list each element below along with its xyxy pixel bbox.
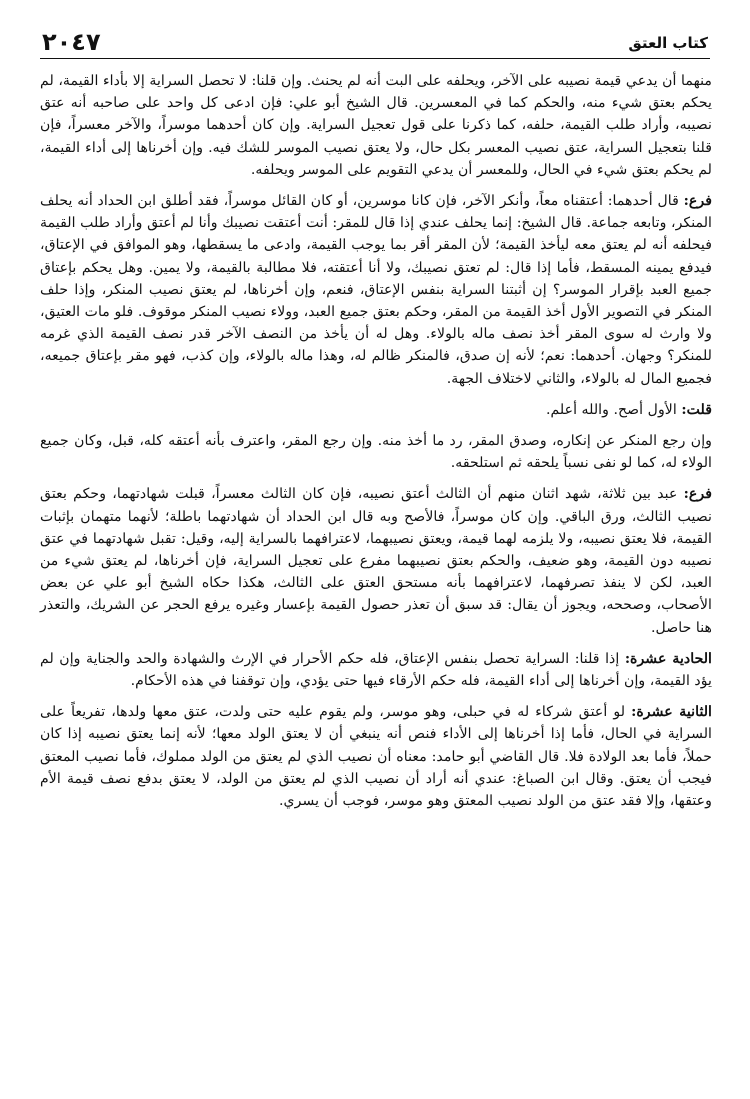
paragraph-text: منهما أن يدعي قيمة نصيبه على الآخر، ويحلفه على البت أنه لم يحنث. وإن قلنا: لا تحصل السراية إلا بأداء القيمة، لم يحكم بعتق شيء منه، والحكم كما في المعسرين. قال الشيخ أبو علي: فإن ادعى كل واحد على صاحبه أنه عتق نصيبه، وأراد طلب القيمة، حلفه، كما ذكرنا على قول تعجيل السراية. وإن كان أحدهما موسراً، والآخر معسراً، فإن قلنا بتعجيل السراية، عتق نصيب المعسر بكل حال، ولا يعتق نصيب الموسر للشك فيه. وإن أخرناها إلى أداء القيمة، لم يحكم بعتق شيء في الحال، وللمعسر أن يدعي التقويم على الموسر ويحلفه. <box>40 73 712 178</box>
paragraph-label: قلت: <box>681 401 712 418</box>
paragraph <box>40 701 712 812</box>
paragraph-label: الثانية عشرة: <box>631 704 712 721</box>
paragraph <box>40 430 712 474</box>
main-text <box>40 70 712 818</box>
paragraph-text: قال أحدهما: أعتقناه معاً، وأنكر الآخر، فإن كانا موسرين، أو كان القائل موسراً، فقد أطلق ابن الحداد أنه يحلف المنكر، وتابعه جماعة. قال الشيخ: إنما يحلف عندي إذا قال للمقر: أنت أعتقت نصيبك وأنا لم أعتق وأراد طلب القيمة فيحلفه أنه لم يعتق معه ليأخذ القيمة؛ لأن المقر أقر بما يوجب القيمة، وادعى ما يسقطها، وهو الموافق في الإعتاق، فيدفع يمينه المسقط، فأما إذا قال: لم تعتق نصيبك، ولا أنا أعتقته، فلا مطالبة بالقيمة، ولا يمين. وهل يحكم بإعتاق جميع العبد بإقرار الموسر؟ إن أثبتنا السراية بنفس الإعتاق، فنعم، وإن أخرناها، لم يعتق نصيب المنكر، وإذا حلف المنكر في التصوير الأول أخذ القيمة من المقر، وحكم بعتق جميع العبد، وولاء نصيب المنكر موقوف. فلو مات العتيق، ولا وارث له سوى المقر أخذ نصف ماله بالولاء. وهل له أن يأخذ من النصف الآخر قدر نصف القيمة الذي غرمه للمنكر؟ وجهان. أحدهما: نعم؛ لأنه إن صدق، فالمنكر ظالم له، وهذا ماله بالولاء، وإن كذب، فهو مقر بإعتاق جميعه، فجميع المال له بالولاء، والثاني لاختلاف الجهة. <box>40 193 712 387</box>
paragraph-label: فرع: <box>683 193 712 210</box>
page-number: ٢٠٤٧ <box>42 28 101 56</box>
paragraph-text: لو أعتق شركاء له في حبلى، وهو موسر، ولم يقوم عليه حتى ولدت، عتق معها ولدها، تفريعاً على السراية في الحال، فأما إذا أخرناها إلى الأداء فنص أنه ينبغي أن لا يعتق الولد معها؛ لأنه إنما يعتق نصيبه إذا كان حملاً، فأما بعد الولادة فلا. قال القاضي أبو حامد: معناه أن نصيب الذي لم يعتق من الولد مملوك، فأما نصيب المعتق فيجب أن يعتق. وقال ابن الصباغ: عندي أنه أراد أن نصيب الذي لم يعتق من الولد، لا يعتق بدفع نصف قيمة الأم وعتقها، وإلا فقد عتق من الولد نصيب المعتق وهو موسر، فوجب أن يسري. <box>40 704 712 810</box>
paragraph-text: عبد بين ثلاثة، شهد اثنان منهم أن الثالث أعتق نصيبه، فإن كان الثالث معسراً، قبلت شهادتهما، وحكم بعتق نصيب الثالث، ورق الباقي. وإن كان موسراً، فالأصح وبه قال ابن الحداد أن شهادتهما باطلة؛ لأنهما متهمان بإثبات القيمة، فلا يعتق نصيبه، ولا يلزمه لهما قيمة، ويعتق نصيبهما، لاعترافهما بالسراية إليه، وقيل: تقبل شهادتهما في عتق نصيبه دون القيمة، وهو ضعيف، والحكم بعتق نصيبهما مفرع على تعجيل السراية، فإن أخرناها، لم يعتق شيء من العبد، لكن لا ينفذ تصرفهما، لاعترافهما بأنه مستحق العتق على الثالث، هكذا حكاه الشيخ أبو علي عن بعض الأصحاب، وصححه، ويجوز أن يقال: قد سبق أن تعذر حصول القيمة بإعسار وغيره يرفع الحجر عن الشريك، والتعذر هنا حاصل. <box>40 486 712 636</box>
paragraph <box>40 190 712 390</box>
page-header <box>40 28 710 59</box>
running-title: كتاب العتق <box>628 34 708 52</box>
paragraph-text: الأول أصح. والله أعلم. <box>545 401 677 418</box>
paragraph <box>40 483 712 638</box>
paragraph-text: وإن رجع المنكر عن إنكاره، وصدق المقر، رد ما أخذ منه. وإن رجع المقر، واعترف بأنه أعتقه كله، قبل، وكان جميع الولاء له، كما لو نفى نسباً يلحقه ثم استلحقه. <box>40 433 712 472</box>
paragraph-text: إذا قلنا: السراية تحصل بنفس الإعتاق، فله حكم الأحرار في الإرث والشهادة والحد والجناية وإن لم يؤد القيمة، وإن أخرناها إلى أداء القيمة، فله حكم الأرقاء فيها حتى يؤدي، وإن توقفنا في هذه الأحكام. <box>40 650 712 690</box>
paragraph <box>40 648 712 692</box>
paragraph-label: فرع: <box>683 486 712 503</box>
paragraph-label: الحادية عشرة: <box>624 650 712 667</box>
paragraph <box>40 399 712 421</box>
paragraph <box>40 70 712 181</box>
